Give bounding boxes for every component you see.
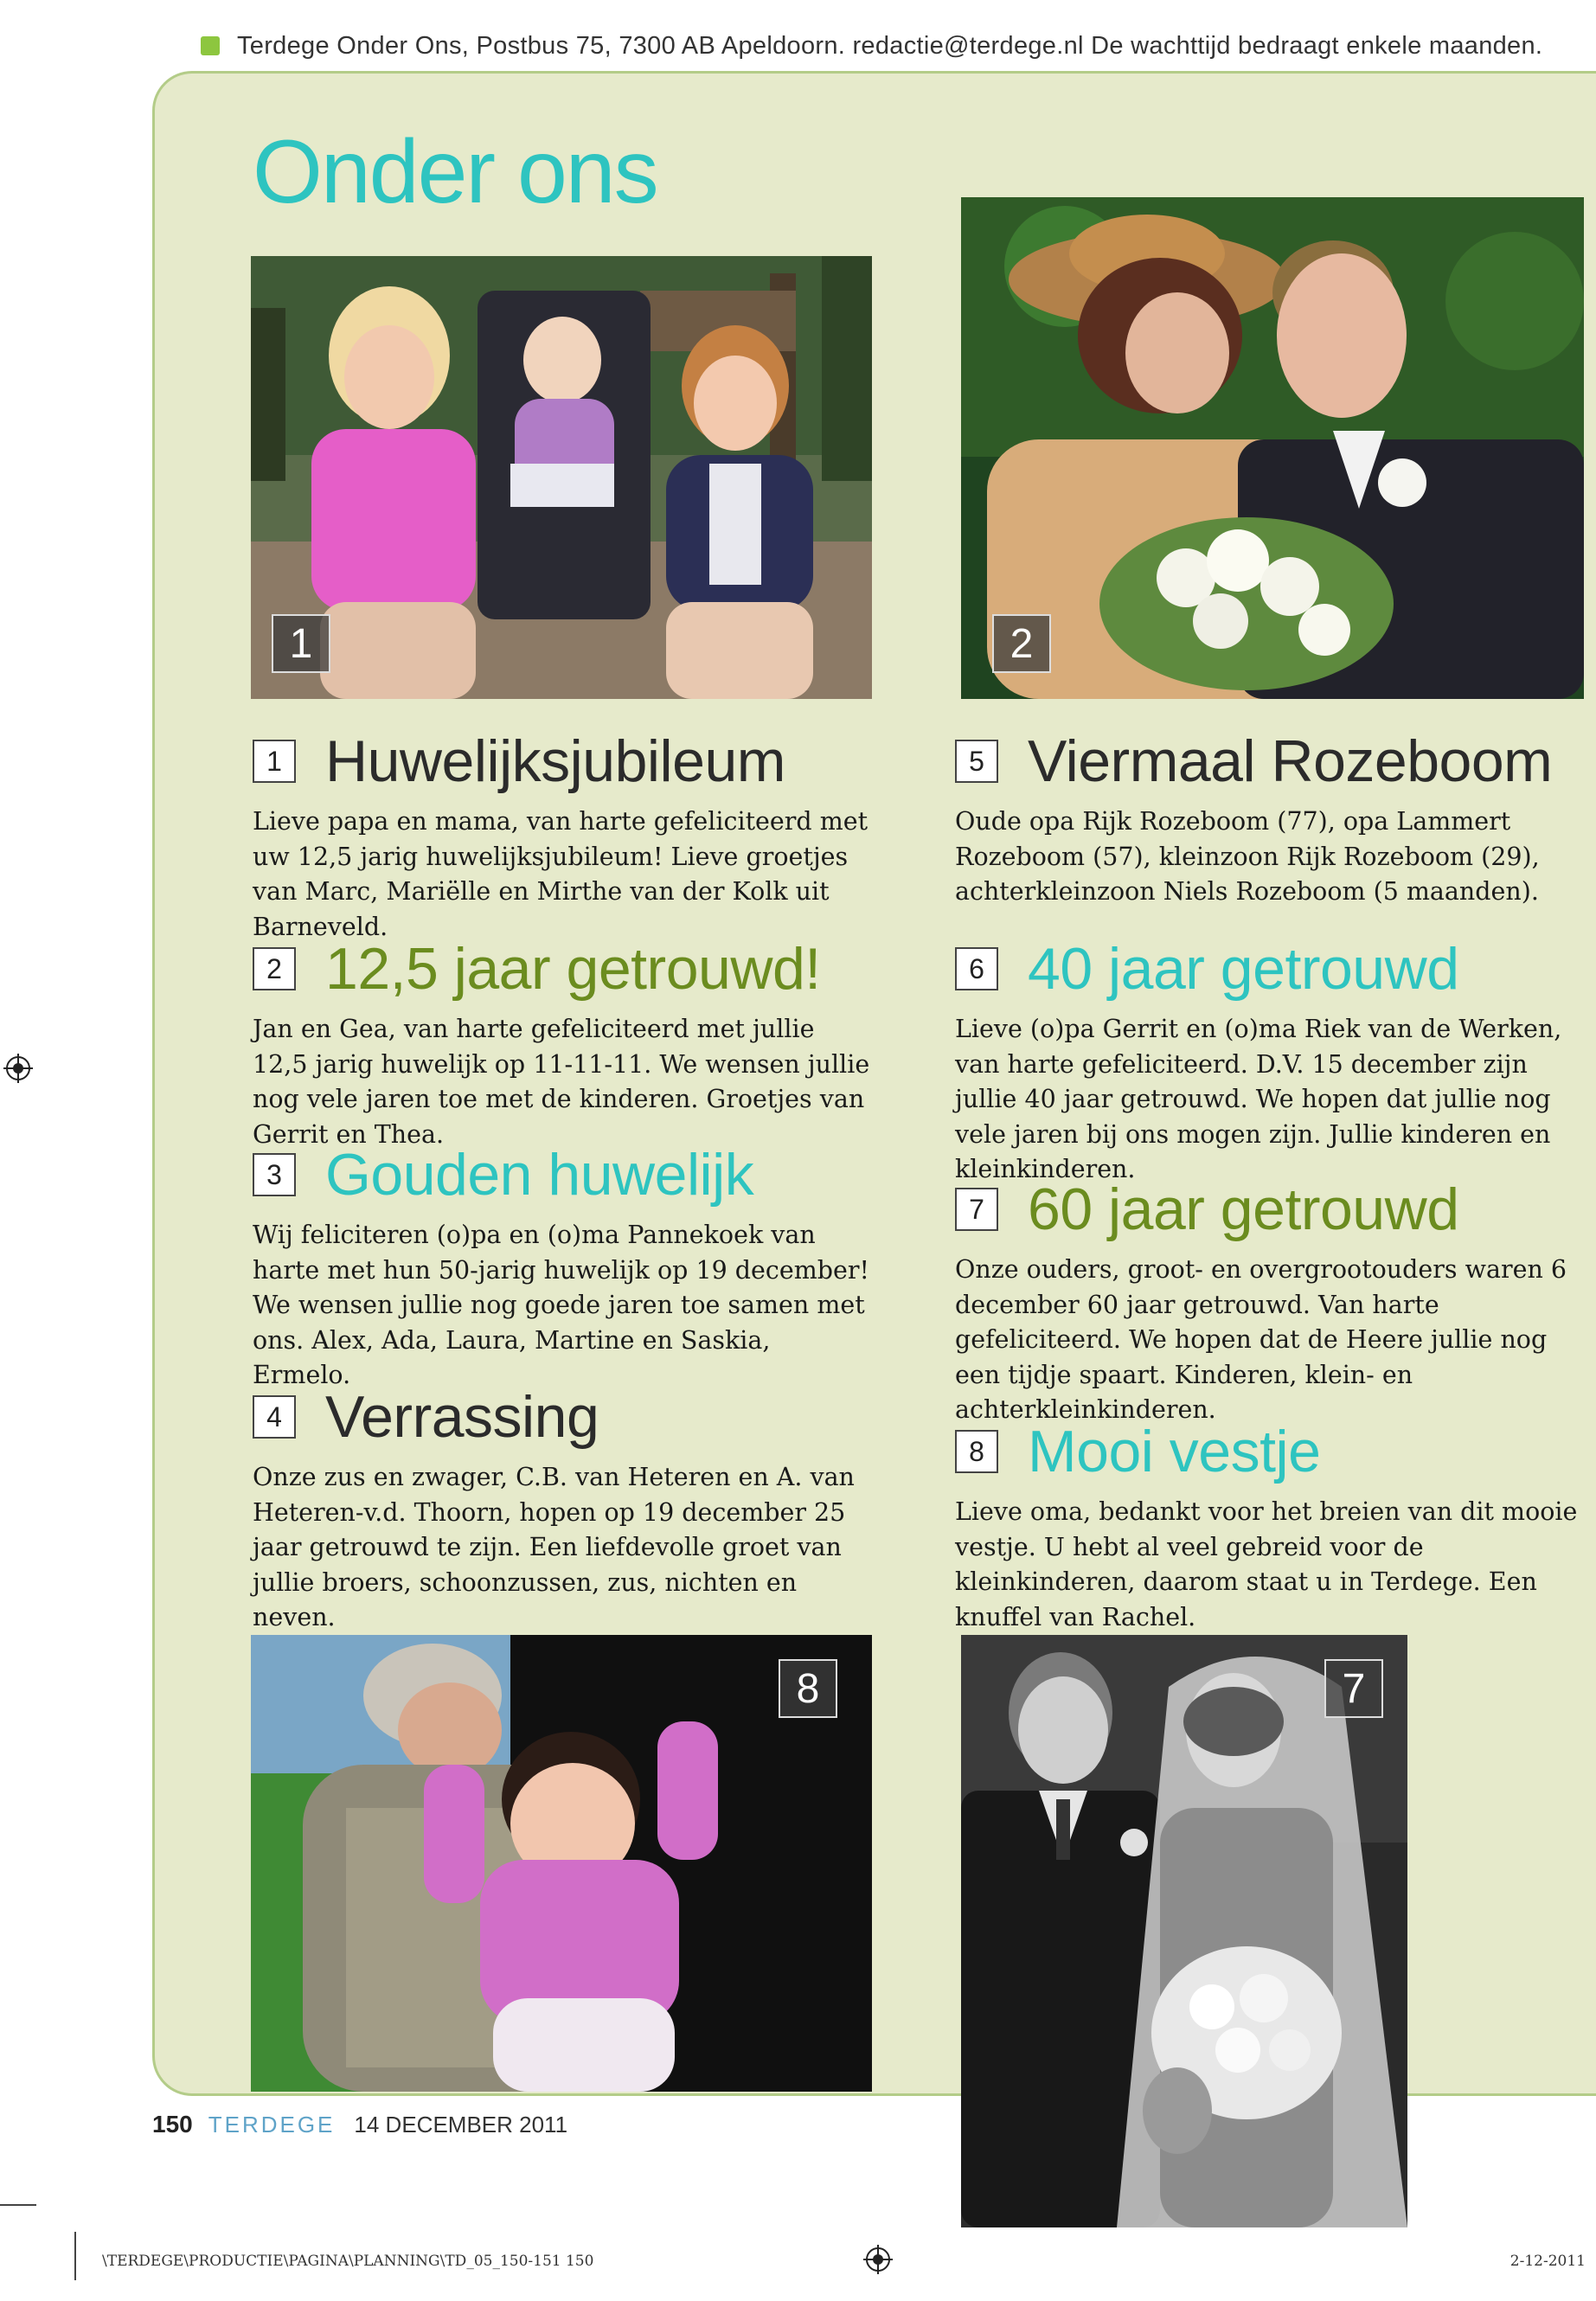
article-body: Lieve (o)pa Gerrit en (o)ma Riek van de Werken, van harte gefeliciteerd. D.V. 15 december zijn jullie 40 jaar getrouwd. We hopen dat jullie nog vele jaren bij ons mogen zijn. Jullie kinderen en kleinkinderen. bbox=[955, 1015, 1562, 1183]
article-heading: Viermaal Rozeboom bbox=[1028, 728, 1553, 794]
article-mooi-vestje bbox=[955, 1417, 1578, 1635]
photo-grandmother-baby bbox=[251, 1635, 872, 2092]
article-heading: Verrassing bbox=[325, 1384, 599, 1450]
article-number: 1 bbox=[253, 740, 296, 783]
article-number: 7 bbox=[955, 1188, 998, 1231]
submission-info bbox=[201, 24, 1550, 67]
photo-vintage-wedding bbox=[961, 1635, 1407, 2227]
article-body: Onze ouders, groot- en overgrootouders waren 6 december 60 jaar getrouwd. Van harte gefeliciteerd. We hopen dat de Heere jullie nog een tijdje spaart. Kinderen, klein- en achterkleinkinderen. bbox=[955, 1255, 1567, 1424]
article-number: 5 bbox=[955, 740, 998, 783]
crop-line bbox=[0, 2204, 36, 2206]
photo-number-badge: 8 bbox=[779, 1659, 837, 1718]
article-body: Wij feliciteren (o)pa en (o)ma Pannekoek van harte met hun 50-jarig huwelijk op 19 december! We wensen jullie nog goede jaren toe samen met ons. Alex, Ada, Laura, Martine en Saskia, Ermelo. bbox=[253, 1221, 869, 1389]
wedding-photo-image bbox=[961, 197, 1584, 699]
article-60-jaar bbox=[955, 1175, 1578, 1428]
issue-date: 14 DECEMBER 2011 bbox=[354, 2112, 568, 2138]
article-12-5-jaar bbox=[253, 934, 875, 1152]
green-square-icon bbox=[201, 36, 220, 55]
article-number: 3 bbox=[253, 1153, 296, 1196]
children-photo-image bbox=[251, 256, 872, 699]
page-number: 150 bbox=[152, 2111, 193, 2138]
article-heading: 60 jaar getrouwd bbox=[1028, 1176, 1459, 1242]
page-title: Onder ons bbox=[253, 122, 657, 222]
photo-children bbox=[251, 256, 872, 699]
article-number: 2 bbox=[253, 947, 296, 990]
article-heading: 12,5 jaar getrouwd! bbox=[325, 936, 821, 1002]
article-verrassing bbox=[253, 1382, 875, 1636]
article-body: Lieve oma, bedankt voor het breien van dit mooie vestje. U hebt al veel gebreid voor de kleinkinderen, daarom staat u in Terdege. Een knuffel van Rachel. bbox=[955, 1497, 1578, 1631]
article-body: Lieve papa en mama, van harte gefeliciteerd met uw 12,5 jarig huwelijksjubileum! Lieve groetjes van Marc, Mariëlle en Mirthe van der Kolk uit Barneveld. bbox=[253, 807, 869, 941]
article-heading: 40 jaar getrouwd bbox=[1028, 936, 1459, 1002]
article-heading: Gouden huwelijk bbox=[325, 1142, 754, 1208]
registration-mark-icon bbox=[3, 1054, 33, 1083]
photo-number-badge: 2 bbox=[992, 614, 1051, 673]
article-number: 8 bbox=[955, 1430, 998, 1473]
crop-line bbox=[74, 2232, 76, 2280]
registration-mark-icon bbox=[863, 2245, 893, 2274]
article-huwelijksjubileum bbox=[253, 727, 875, 945]
photo-number-badge: 7 bbox=[1324, 1659, 1383, 1718]
magazine-name: TERDEGE bbox=[208, 2112, 336, 2138]
article-number: 4 bbox=[253, 1395, 296, 1439]
article-body: Jan en Gea, van harte gefeliciteerd met jullie 12,5 jarig huwelijk op 11-11-11. We wensen jullie nog vele jaren toe met de kinderen. Groetjes van Gerrit en Thea. bbox=[253, 1015, 870, 1149]
article-body: Oude opa Rijk Rozeboom (77), opa Lammert Rozeboom (57), kleinzoon Rijk Rozeboom (29), achterkleinzoon Niels Rozeboom (5 maanden). bbox=[955, 807, 1540, 906]
article-number: 6 bbox=[955, 947, 998, 990]
article-viermaal-rozeboom bbox=[955, 727, 1578, 910]
article-40-jaar bbox=[955, 934, 1578, 1188]
slug-path: \TERDEGE\PRODUCTIE\PAGINA\PLANNING\TD_05_150-151 150 bbox=[102, 2253, 594, 2270]
article-heading: Huwelijksjubileum bbox=[325, 728, 785, 794]
article-body: Onze zus en zwager, C.B. van Heteren en A. van Heteren-v.d. Thoorn, hopen op 19 december 25 jaar getrouwd te zijn. Een liefdevolle groet van jullie broers, schoonzussen, zus, nichten en neven. bbox=[253, 1463, 855, 1631]
vintage-wedding-photo-image bbox=[961, 1635, 1407, 2227]
slug-date: 2-12-2011 bbox=[1509, 2253, 1586, 2270]
article-heading: Mooi vestje bbox=[1028, 1419, 1321, 1484]
page-footer bbox=[152, 2111, 567, 2138]
photo-wedding-couple bbox=[961, 197, 1584, 699]
submission-info-text: Terdege Onder Ons, Postbus 75, 7300 AB Apeldoorn. redactie@terdege.nl De wachttijd bedraagt enkele maanden. bbox=[237, 31, 1543, 60]
article-gouden-huwelijk bbox=[253, 1140, 875, 1394]
photo-number-badge: 1 bbox=[272, 614, 330, 673]
